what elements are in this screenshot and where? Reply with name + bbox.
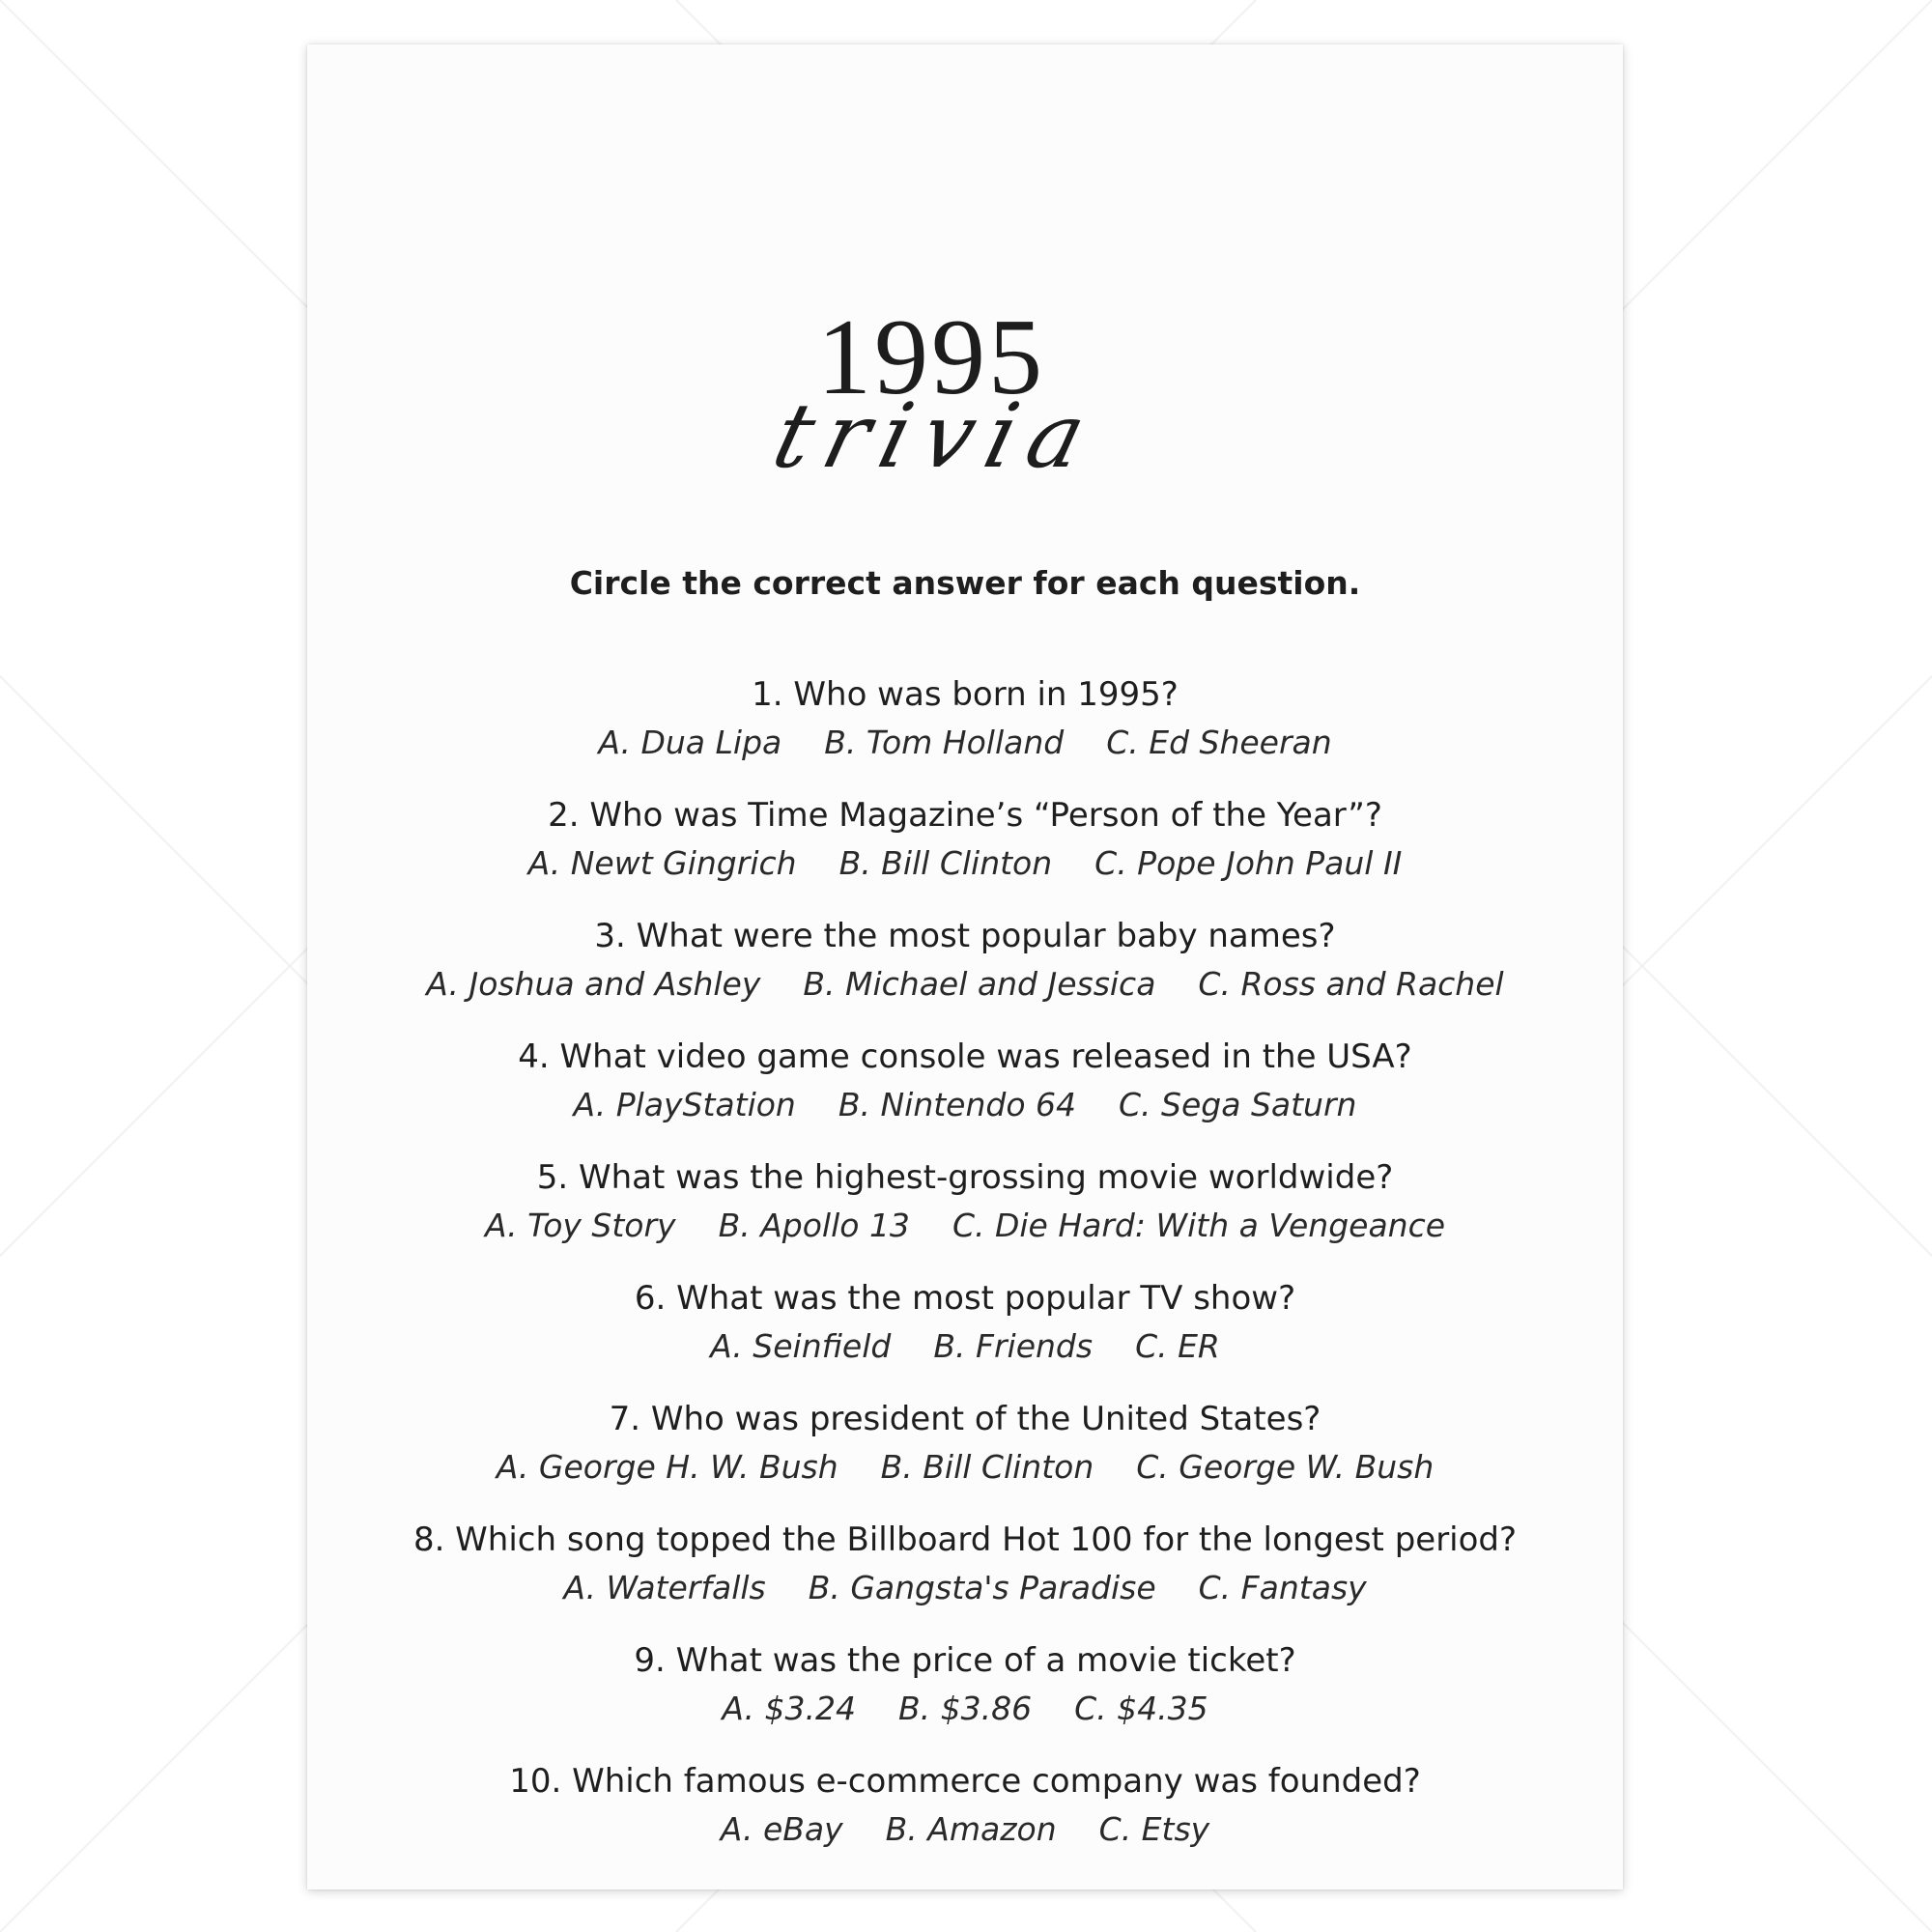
card-title-year: 1995: [817, 298, 1045, 417]
answer-option-a[interactable]: A. Newt Gingrich: [527, 844, 797, 882]
question-item-6: [307, 1274, 1623, 1395]
question-text: 10. Which famous e-commerce company was founded?: [509, 1762, 1421, 1801]
answer-option-a[interactable]: A. George H. W. Bush: [496, 1448, 838, 1486]
question-item-8: [307, 1516, 1623, 1636]
answer-options: [307, 719, 1623, 767]
answer-option-c[interactable]: C. Ross and Rachel: [1198, 965, 1504, 1003]
answer-options: [307, 839, 1623, 888]
answer-option-b[interactable]: B. Michael and Jessica: [803, 965, 1156, 1003]
answer-options: [307, 960, 1623, 1009]
question-item-1: [307, 670, 1623, 791]
trivia-card: [307, 44, 1623, 1889]
question-list: [307, 670, 1623, 1878]
answer-option-c[interactable]: C. Die Hard: With a Vengeance: [952, 1207, 1446, 1244]
answer-option-a[interactable]: A. Seinfield: [710, 1327, 892, 1365]
answer-option-c[interactable]: C. Sega Saturn: [1119, 1086, 1357, 1123]
answer-options: [307, 1443, 1623, 1492]
answer-options: [307, 1202, 1623, 1250]
question-item-9: [307, 1636, 1623, 1757]
card-subtitle-script: trivia: [763, 384, 1109, 488]
answer-option-c[interactable]: C. Pope John Paul II: [1094, 844, 1403, 882]
answer-option-a[interactable]: A. $3.24: [722, 1690, 857, 1727]
answer-option-b[interactable]: B. Friends: [933, 1327, 1094, 1365]
answer-options: [307, 1081, 1623, 1129]
question-text: 8. Which song topped the Billboard Hot 100 for the longest period?: [412, 1520, 1518, 1559]
answer-options: [307, 1322, 1623, 1371]
question-text: 4. What video game console was released in the USA?: [518, 1037, 1412, 1076]
answer-option-a[interactable]: A. eBay: [720, 1810, 843, 1848]
answer-option-b[interactable]: B. Tom Holland: [824, 724, 1065, 761]
question-text: 3. What were the most popular baby names?: [594, 917, 1336, 955]
question-text: 5. What was the highest-grossing movie worldwide?: [536, 1158, 1394, 1197]
answer-options: [307, 1805, 1623, 1854]
answer-option-b[interactable]: B. Nintendo 64: [838, 1086, 1077, 1123]
answer-option-b[interactable]: B. Amazon: [885, 1810, 1057, 1848]
answer-option-a[interactable]: A. Toy Story: [484, 1207, 676, 1244]
answer-option-b[interactable]: B. $3.86: [898, 1690, 1033, 1727]
question-text: 6. What was the most popular TV show?: [634, 1279, 1296, 1318]
question-text: 9. What was the price of a movie ticket?: [634, 1641, 1296, 1680]
question-item-3: [307, 912, 1623, 1033]
question-item-4: [307, 1033, 1623, 1153]
answer-option-b[interactable]: B. Bill Clinton: [838, 844, 1053, 882]
answer-option-a[interactable]: A. PlayStation: [573, 1086, 796, 1123]
question-item-10: [307, 1757, 1623, 1878]
question-item-7: [307, 1395, 1623, 1516]
answer-option-b[interactable]: B. Gangsta's Paradise: [808, 1569, 1156, 1606]
answer-option-a[interactable]: A. Joshua and Ashley: [426, 965, 761, 1003]
question-text: 1. Who was born in 1995?: [752, 675, 1179, 714]
answer-option-c[interactable]: C. Etsy: [1098, 1810, 1210, 1848]
answer-option-b[interactable]: B. Apollo 13: [718, 1207, 910, 1244]
question-text: 7. Who was president of the United States?: [609, 1400, 1321, 1438]
answer-option-c[interactable]: C. ER: [1135, 1327, 1220, 1365]
answer-option-b[interactable]: B. Bill Clinton: [880, 1448, 1094, 1486]
answer-option-a[interactable]: A. Dua Lipa: [598, 724, 782, 761]
answer-option-c[interactable]: C. Ed Sheeran: [1106, 724, 1332, 761]
question-item-2: [307, 791, 1623, 912]
answer-option-a[interactable]: A. Waterfalls: [563, 1569, 766, 1606]
answer-option-c[interactable]: C. Fantasy: [1198, 1569, 1367, 1606]
question-item-5: [307, 1153, 1623, 1274]
instructions-text: Circle the correct answer for each question.: [569, 564, 1361, 602]
answer-options: [307, 1564, 1623, 1612]
answer-option-c[interactable]: C. George W. Bush: [1136, 1448, 1435, 1486]
answer-options: [307, 1685, 1623, 1733]
answer-option-c[interactable]: C. $4.35: [1074, 1690, 1208, 1727]
question-text: 2. Who was Time Magazine’s “Person of the Year”?: [548, 796, 1382, 835]
